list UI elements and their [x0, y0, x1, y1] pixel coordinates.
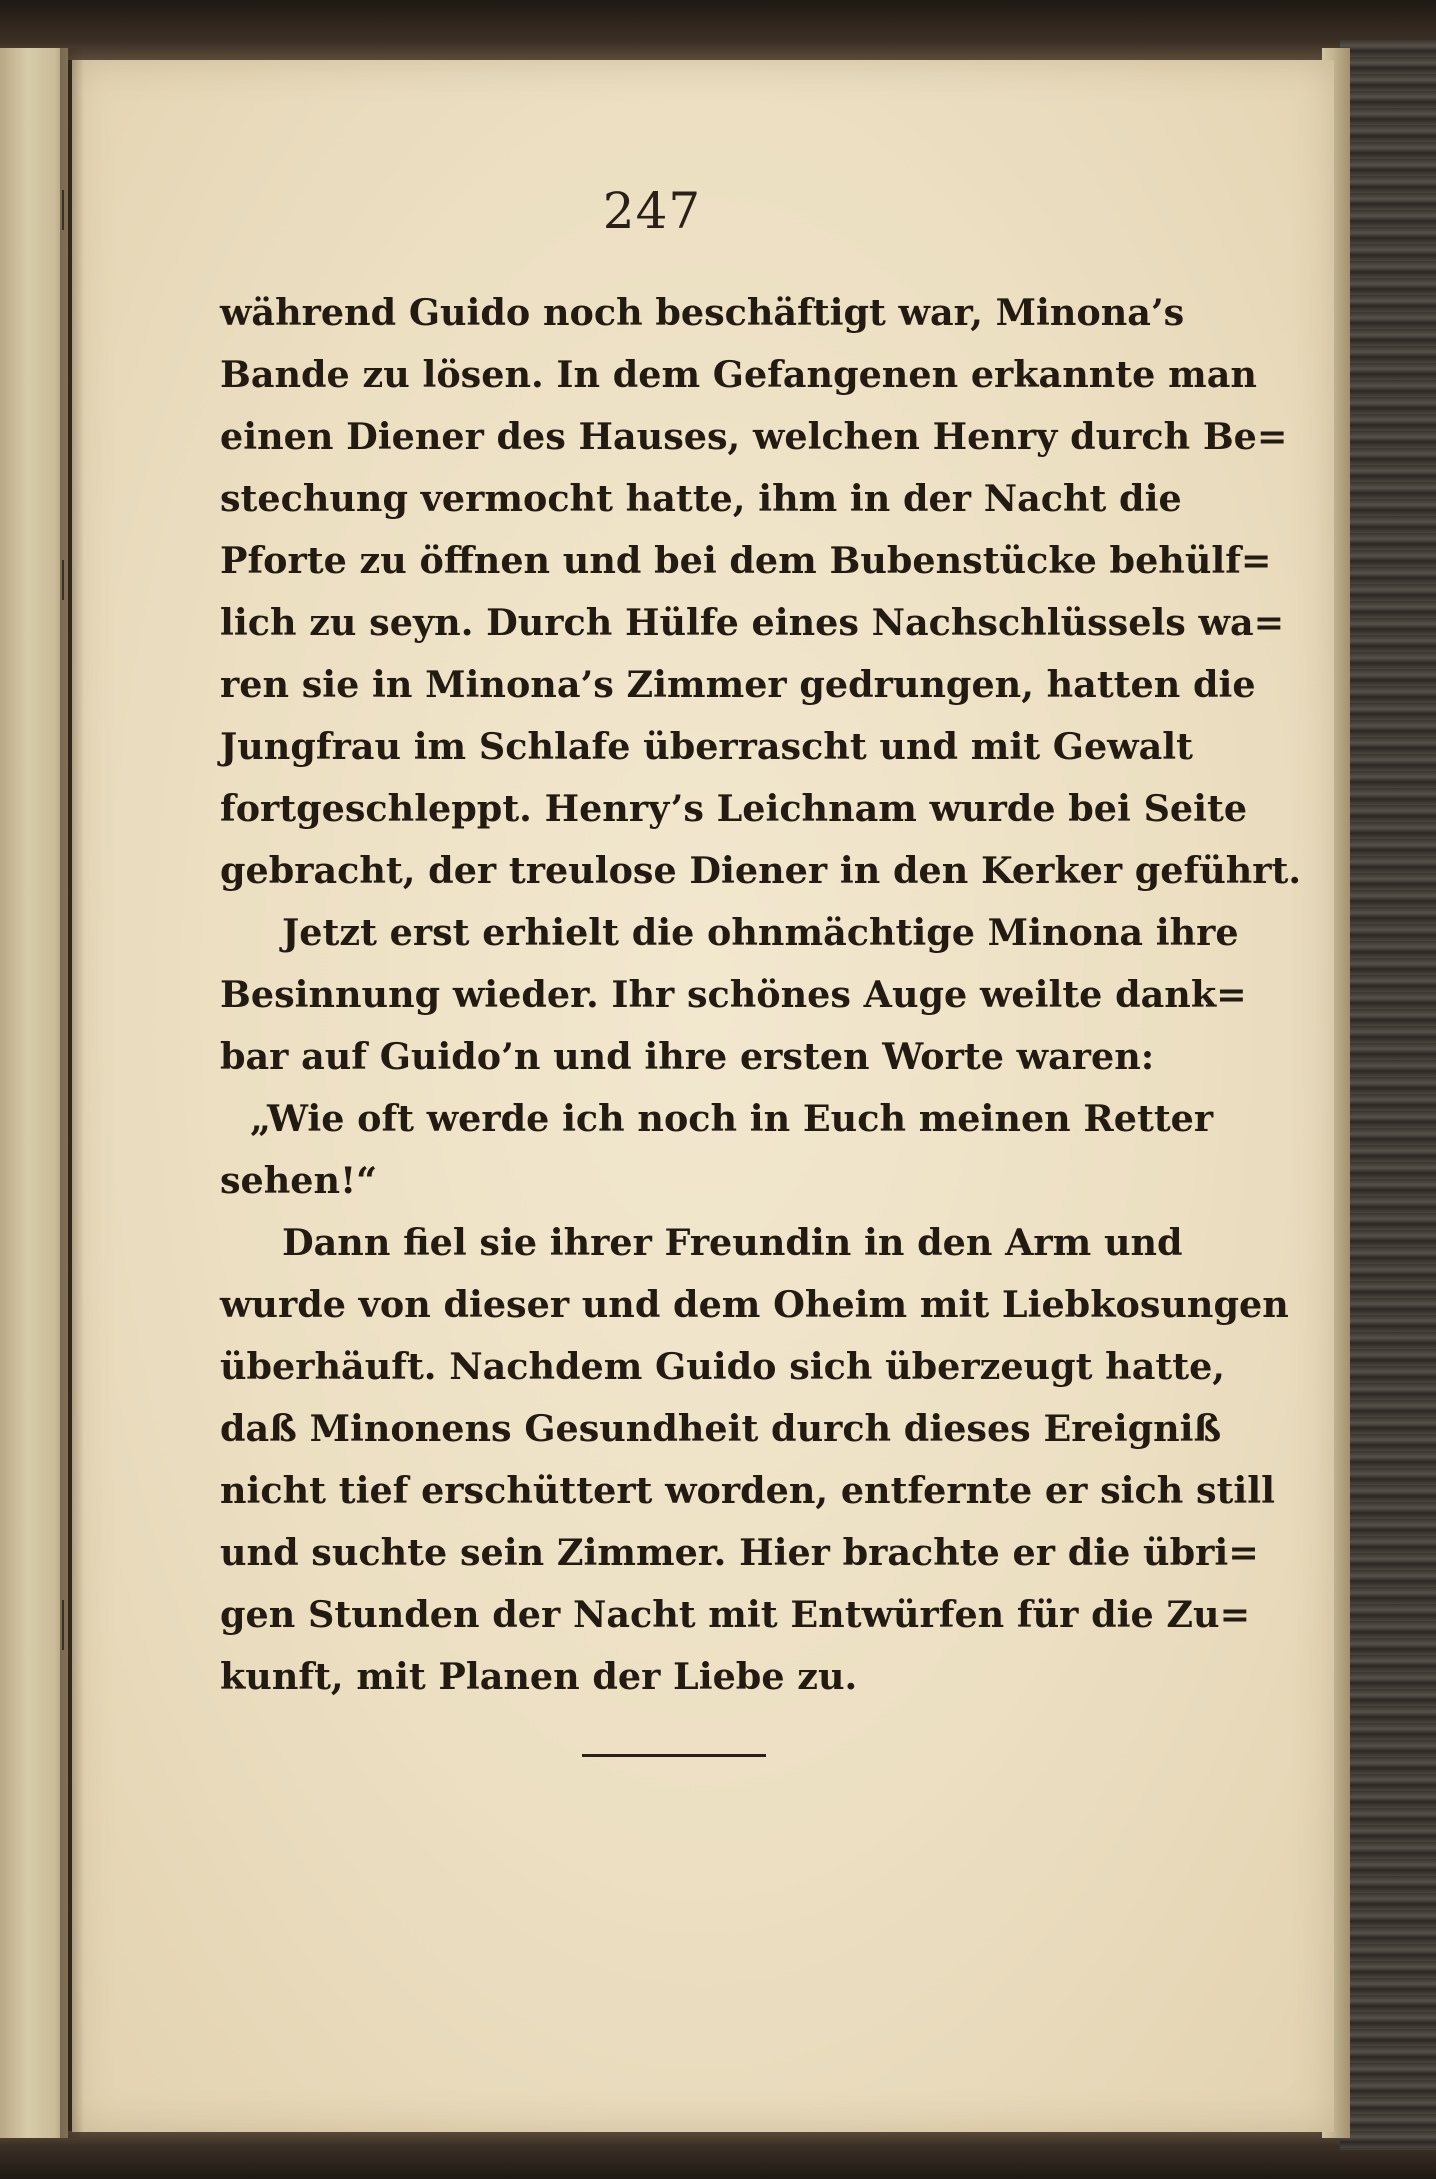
- text-line: Bande zu lösen. In dem Gefangenen erkannte man: [220, 353, 1257, 396]
- text-line: bar auf Guido’n und ihre ersten Worte waren:: [220, 1035, 1155, 1078]
- text-line: Dann fiel sie ihrer Freundin in den Arm und: [282, 1221, 1183, 1264]
- text-line: Jungfrau im Schlafe überrascht und mit Gewalt: [220, 725, 1193, 768]
- spine-shadow: [60, 48, 84, 2138]
- margin-mark: [62, 1600, 64, 1650]
- text-line: gen Stunden der Nacht mit Entwürfen für die Zu=: [220, 1593, 1251, 1636]
- paragraph-2: [220, 902, 1247, 1088]
- margin-mark: [62, 190, 64, 230]
- text-line: Jetzt erst erhielt die ohnmächtige Minona ihre: [282, 911, 1239, 954]
- margin-mark: [62, 560, 64, 600]
- body-text: [220, 282, 1302, 1708]
- text-line: daß Minonens Gesundheit durch dieses Ereigniß: [220, 1407, 1222, 1450]
- text-line: überhäuft. Nachdem Guido sich überzeugt hatte,: [220, 1345, 1226, 1388]
- paragraph-3: [220, 1212, 1289, 1708]
- bottom-edge: [0, 2131, 1436, 2179]
- text-line: Pforte zu öffnen und bei dem Bubenstücke behülf=: [220, 539, 1272, 582]
- paragraph-1: [220, 282, 1302, 902]
- text-line: stechung vermocht hatte, ihm in der Nacht die: [220, 477, 1182, 520]
- text-line: während Guido noch beschäftigt war, Minona’s: [220, 291, 1185, 334]
- page-number: 247: [602, 182, 702, 240]
- top-edge: [0, 0, 1436, 60]
- text-line: nicht tief erschüttert worden, entfernte er sich still: [220, 1469, 1275, 1512]
- paragraph-quote: [220, 1088, 1214, 1212]
- text-line: gebracht, der treulose Diener in den Kerker geführt.: [220, 849, 1302, 892]
- text-line: einen Diener des Hauses, welchen Henry durch Be=: [220, 415, 1288, 458]
- text-line: sehen!“: [220, 1159, 378, 1202]
- text-line: lich zu seyn. Durch Hülfe eines Nachschlüssels wa=: [220, 601, 1285, 644]
- book-cover-board: [1340, 40, 1436, 2150]
- text-line: Besinnung wieder. Ihr schönes Auge weilte dank=: [220, 973, 1247, 1016]
- left-page-edge: [0, 48, 68, 2138]
- text-line: ren sie in Minona’s Zimmer gedrungen, hatten die: [220, 663, 1256, 706]
- text-line: kunft, mit Planen der Liebe zu.: [220, 1655, 858, 1698]
- text-line: „Wie oft werde ich noch in Euch meinen Retter: [250, 1097, 1214, 1140]
- end-rule: [582, 1754, 766, 1757]
- text-line: wurde von dieser und dem Oheim mit Liebkosungen: [220, 1283, 1289, 1326]
- text-line: und suchte sein Zimmer. Hier brachte er die übri=: [220, 1531, 1259, 1574]
- book-page: [72, 60, 1334, 2132]
- text-line: fortgeschleppt. Henry’s Leichnam wurde bei Seite: [220, 787, 1248, 830]
